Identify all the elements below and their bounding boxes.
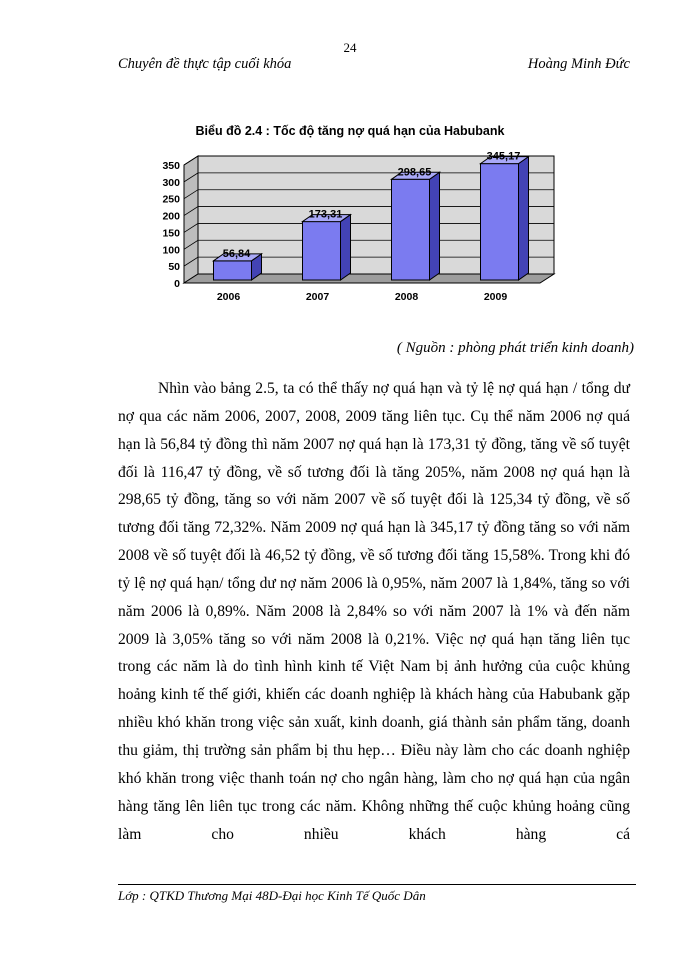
bar-front <box>392 179 430 280</box>
body-text <box>118 375 630 848</box>
document-title: Chuyên đề thực tập cuối khóa <box>118 56 292 72</box>
bar-chart <box>150 148 590 310</box>
y-tick-label: 350 <box>162 160 180 172</box>
bar-side <box>430 172 440 280</box>
bar-value-label: 298,65 <box>397 166 432 179</box>
bar-side <box>341 215 351 280</box>
x-tick-label: 2006 <box>216 291 241 303</box>
bar-side <box>519 157 529 280</box>
page-number: 24 <box>343 40 357 55</box>
source-note: ( Nguồn : phòng phát triển kinh doanh) <box>396 340 634 356</box>
paragraph: Nhìn vào bảng 2.5, ta có thể thấy nợ quá hạn và tỷ lệ nợ quá hạn / tổng dư nợ qua các năm 2006, 2007, 2008, 2009 tăng liên tục. Cụ thể năm 2006 nợ quá hạn là 56,84 tỷ đồng thì năm 2007 nợ quá hạn là 173,31 tỷ đồng, tăng về số tuyệt đối là 116,47 tỷ đồng, về số tương đối là tăng 205%, năm 2008 nợ quá hạn là 298,65 tỷ đồng, tăng so với năm 2007 về số tuyệt đối là 125,34 tỷ đồng, về số tương đối tăng 72,32%. Năm 2009 nợ quá hạn là 345,17 tỷ đồng tăng so với năm 2008 về số tuyệt đối là 46,52 tỷ đồng, về số tương đối tăng 15,58%. Trong khi đó tỷ lệ nợ quá hạn/ tổng dư nợ năm 2006 là 0,95%, năm 2007 là 1,84%, tăng so với năm 2006 là 0,89%. Năm 2008 là 2,84% so với năm 2007 là 1% và đến năm 2009 là 3,05% tăng so với năm 2008 là 0,21%. Việc nợ quá hạn tăng liên tục trong các năm là do tình hình kinh tế Việt Nam bị ảnh hưởng của cuộc khủng hoảng kinh tế thế giới, khiến các doanh nghiệp là khách hàng của Habubank gặp nhiều khó khăn trong việc sản xuất, kinh doanh, giá thành sản phẩm tăng, doanh thu giảm, thị trường sản phẩm bị thu hẹp… Điều này làm cho các doanh nghiệp khó khăn trong việc thanh toán nợ cho ngân hàng, làm cho nợ quá hạn của ngân hàng tăng lên liên tục trong các năm. Không những thế cuộc khủng hoảng cũng làm cho nhiều khách hàng cá <box>118 380 630 843</box>
y-tick-label: 300 <box>162 176 180 189</box>
bar-value-label: 173,31 <box>308 208 343 221</box>
chart-title: Biểu đồ 2.4 : Tốc độ tăng nợ quá hạn của Habubank <box>195 124 505 138</box>
bar-value-label: 56,84 <box>222 247 251 260</box>
x-tick-label: 2009 <box>483 291 508 303</box>
y-tick-label: 100 <box>162 244 180 257</box>
chart-side-wall <box>184 156 198 283</box>
x-tick-label: 2007 <box>305 291 330 303</box>
bar-front <box>481 164 519 280</box>
footer-divider <box>118 884 636 885</box>
bar-front <box>214 261 252 280</box>
y-tick-label: 200 <box>162 210 180 223</box>
bar-value-label: 345,17 <box>486 150 521 163</box>
bar-front <box>303 222 341 280</box>
y-tick-label: 0 <box>174 278 180 290</box>
y-tick-label: 50 <box>168 261 180 274</box>
author-name: Hoàng Minh Đức <box>527 56 630 72</box>
footer-class-info: Lớp : QTKD Thương Mại 48D-Đại học Kinh Tế Quốc Dân <box>118 888 426 903</box>
y-tick-label: 250 <box>162 193 180 206</box>
y-tick-label: 150 <box>162 227 180 240</box>
x-tick-label: 2008 <box>394 291 419 303</box>
